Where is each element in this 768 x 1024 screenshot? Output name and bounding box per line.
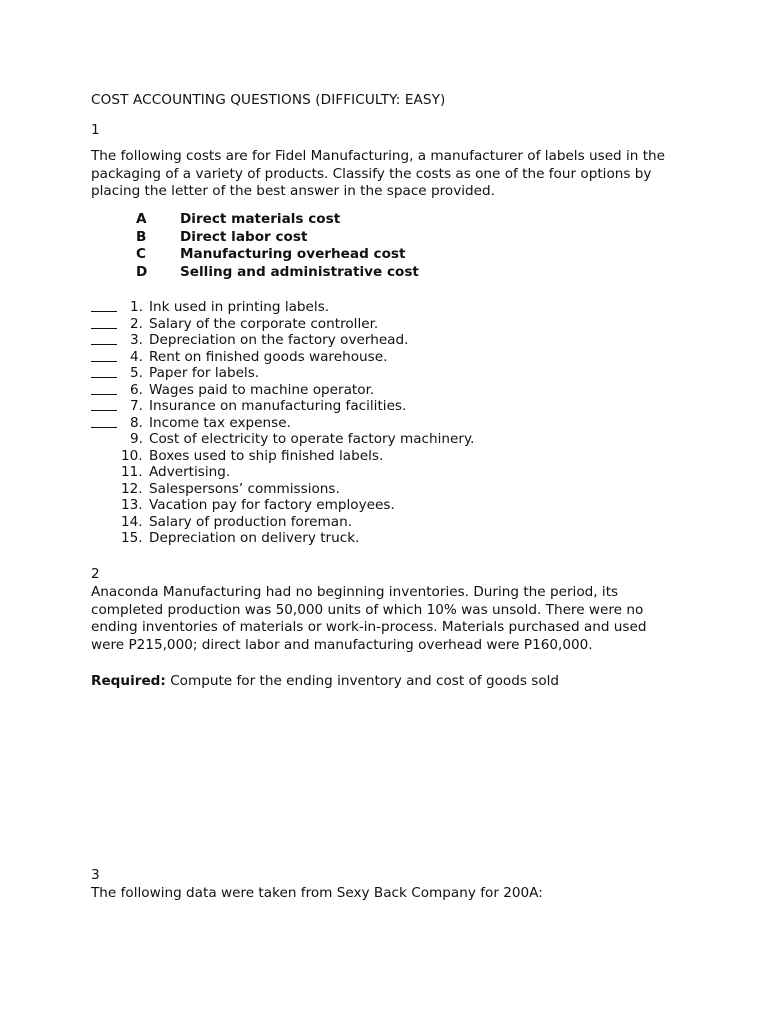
option-row — [136, 246, 419, 264]
question-2-required — [91, 673, 559, 691]
item-text: Wages paid to machine operator. — [149, 381, 375, 398]
question-2-number: 2 — [91, 566, 100, 582]
item-number: 12. — [121, 480, 143, 497]
item-text: Cost of electricity to operate factory machinery. — [149, 431, 475, 447]
option-letter: D — [136, 263, 148, 280]
item-number: 9. — [130, 431, 143, 447]
body-line: were P215,000; direct labor and manufacturing overhead were P160,000. — [91, 636, 593, 653]
list-item — [91, 448, 474, 465]
item-number: 5. — [130, 365, 143, 381]
answer-blank[interactable] — [91, 398, 121, 415]
list-item — [91, 481, 474, 498]
item-number: 14. — [121, 513, 143, 530]
option-row — [136, 211, 419, 229]
list-item — [91, 514, 474, 531]
body-line: ending inventories of materials or work-in-process. Materials purchased and used — [91, 619, 647, 635]
document-title: COST ACCOUNTING QUESTIONS (DIFFICULTY: EASY) — [91, 92, 446, 108]
item-text: Salespersons’ commissions. — [149, 480, 340, 497]
answer-blank[interactable] — [91, 299, 121, 316]
body-line: completed production was 50,000 units of which 10% was unsold. There were no — [91, 601, 644, 618]
list-item — [91, 316, 474, 333]
list-item — [91, 349, 474, 366]
question-3-number: 3 — [91, 867, 100, 883]
list-item — [91, 497, 474, 514]
item-text: Ink used in printing labels. — [149, 299, 330, 315]
item-text: Insurance on manufacturing facilities. — [149, 398, 407, 414]
option-label: Selling and administrative cost — [180, 263, 419, 280]
item-number: 13. — [121, 497, 143, 513]
list-item — [91, 415, 474, 432]
item-number: 8. — [130, 414, 143, 431]
list-item — [91, 299, 474, 316]
item-number: 3. — [130, 332, 143, 348]
option-label: Manufacturing overhead cost — [180, 246, 406, 263]
item-text: Advertising. — [149, 464, 231, 480]
item-number: 2. — [130, 315, 143, 332]
required-label: Required: — [91, 673, 166, 689]
item-text: Salary of production foreman. — [149, 513, 353, 530]
question-2-body — [91, 584, 691, 654]
body-line: Anaconda Manufacturing had no beginning inventories. During the period, its — [91, 584, 619, 600]
option-letter: B — [136, 228, 147, 245]
list-item — [91, 365, 474, 382]
item-text: Depreciation on the factory overhead. — [149, 332, 409, 348]
question-3-body: The following data were taken from Sexy Back Company for 200A: — [91, 885, 543, 901]
answer-blank[interactable] — [91, 365, 121, 382]
option-row — [136, 264, 419, 282]
answer-blank[interactable] — [91, 382, 121, 399]
item-number: 11. — [121, 464, 143, 480]
question-1-number: 1 — [91, 122, 100, 138]
cost-item-list — [91, 299, 474, 547]
list-item — [91, 382, 474, 399]
required-text: Compute for the ending inventory and cost of goods sold — [170, 673, 560, 689]
option-letter: C — [136, 246, 146, 263]
answer-blank[interactable] — [91, 415, 121, 432]
answer-blank[interactable] — [91, 316, 121, 333]
option-letter: A — [136, 211, 147, 227]
item-text: Salary of the corporate controller. — [149, 315, 379, 332]
item-text: Depreciation on delivery truck. — [149, 530, 360, 546]
item-number: 15. — [121, 530, 143, 546]
intro-line: packaging of a variety of products. Classify the costs as one of the four options by — [91, 165, 652, 182]
item-text: Paper for labels. — [149, 365, 260, 381]
option-label: Direct labor cost — [180, 228, 308, 245]
list-item — [91, 431, 474, 448]
answer-blank[interactable] — [91, 332, 121, 349]
option-row — [136, 229, 419, 247]
option-label: Direct materials cost — [180, 211, 341, 227]
answer-options — [136, 211, 419, 281]
answer-blank[interactable] — [91, 349, 121, 366]
item-number: 10. — [121, 447, 143, 464]
item-text: Rent on finished goods warehouse. — [149, 348, 388, 365]
list-item — [91, 398, 474, 415]
list-item — [91, 332, 474, 349]
list-item — [91, 464, 474, 481]
item-text: Boxes used to ship finished labels. — [149, 447, 384, 464]
intro-line: placing the letter of the best answer in the space provided. — [91, 183, 495, 199]
item-text: Income tax expense. — [149, 414, 291, 431]
item-number: 4. — [130, 348, 143, 365]
intro-line: The following costs are for Fidel Manufacturing, a manufacturer of labels used in the — [91, 148, 666, 164]
item-text: Vacation pay for factory employees. — [149, 497, 395, 513]
list-item — [91, 530, 474, 547]
question-1-intro — [91, 148, 691, 201]
item-number: 1. — [130, 299, 143, 315]
item-number: 7. — [130, 398, 143, 414]
item-number: 6. — [130, 381, 143, 398]
